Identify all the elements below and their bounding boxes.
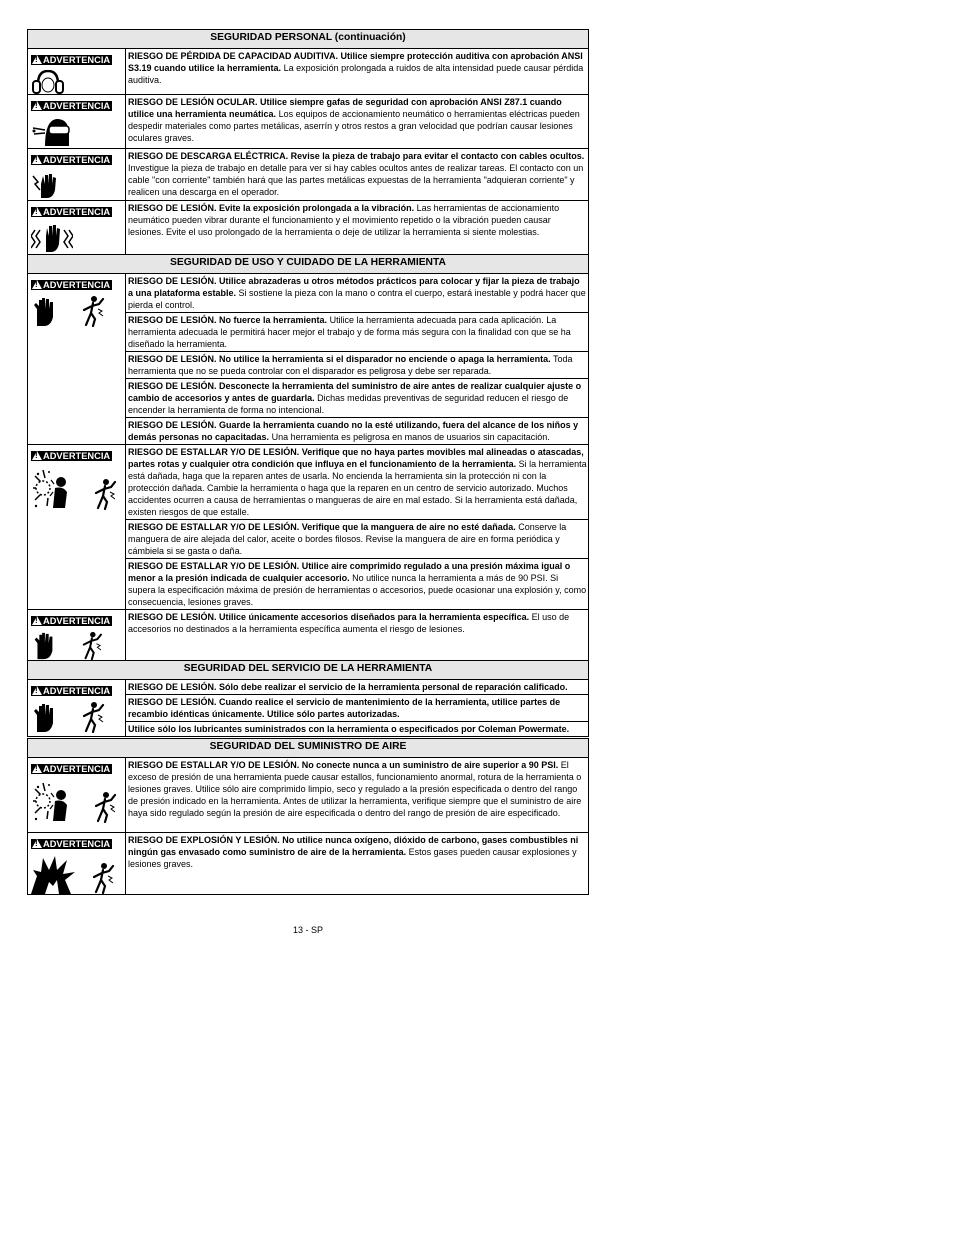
hand-stop-icon — [31, 297, 57, 327]
warning-icon-cell — [28, 49, 126, 95]
vibration-hand-icon — [31, 222, 73, 254]
warning-triangle-icon — [32, 280, 42, 289]
warning-icon-cell — [28, 201, 126, 255]
warning-icon-cell — [28, 95, 126, 149]
warning-text: RIESGO DE LESIÓN. Evite la exposición prolongada a la vibración. Las herramientas de accionamiento neumático pueden vibrar durante el funcionamiento y el movimiento repetido o la vibración pueden causar lesiones. Evite el uso prolongado de la herramienta o deje de utilizar la herramienta si siente molestias. — [126, 201, 589, 255]
warning-row — [28, 758, 589, 833]
warning-label: !ADVERTENCIA — [31, 764, 112, 774]
warning-label: !ADVERTENCIA — [31, 686, 112, 696]
warning-triangle-icon — [32, 451, 42, 460]
warning-label: !ADVERTENCIA — [31, 155, 112, 165]
injured-person-icon — [79, 701, 105, 733]
warning-label: !ADVERTENCIA — [31, 55, 112, 65]
section-header: SEGURIDAD DE USO Y CUIDADO DE LA HERRAMIENTA — [28, 255, 589, 274]
warning-label: !ADVERTENCIA — [31, 101, 112, 111]
burst-explosion-icon — [31, 779, 77, 823]
warning-text: RIESGO DE ESTALLAR Y/O DE LESIÓN. Verifique que no haya partes movibles mal alineadas o atascadas, partes rotas y cualquier otra condición que influya en el funcionamiento de la herramienta. Si la herramienta está dañada, haga que la reparen antes de usarla. No encienda la herramienta sin la protección ni con la protección dañada. Cambie la herramienta o haga que la reparen en un centro de servicio autorizado. Muchos accidentes ocurren a causa de herramientas o mangueras de aire en mal estado. Si la herramienta está dañada, existen riesgos de que estalle. — [126, 445, 589, 520]
safety-page — [27, 29, 589, 895]
explosion-icon — [31, 854, 75, 894]
warning-row — [28, 445, 589, 520]
injured-person-icon — [79, 631, 103, 660]
warning-icon-cell — [28, 833, 126, 895]
warning-text: RIESGO DE ESTALLAR Y/O DE LESIÓN. Verifique que la manguera de aire no esté dañada. Conserve la manguera de aire alejada del calor, aceite o bordes filosos. Revise la manguera de aire en forma periódica y cámbiela si se gasta o daña. — [126, 520, 589, 559]
warning-triangle-icon — [32, 207, 42, 216]
warning-text: Utilice sólo los lubricantes suministrados con la herramienta o especificados por Coleman Powermate. — [126, 722, 589, 737]
warning-label: !ADVERTENCIA — [31, 839, 112, 849]
warning-icon-cell — [28, 680, 126, 737]
warning-icon-cell — [28, 445, 126, 610]
electric-shock-hand-icon — [31, 170, 61, 200]
warning-triangle-icon — [32, 101, 42, 110]
warning-text: RIESGO DE LESIÓN. No utilice la herramienta si el disparador no enciende o apaga la herramienta. Toda herramienta que no se pueda controlar con el disparador es peligrosa y debe ser reparada. — [126, 352, 589, 379]
burst-explosion-icon — [31, 466, 77, 510]
warning-row — [28, 833, 589, 895]
warning-text: RIESGO DE PÉRDIDA DE CAPACIDAD AUDITIVA. Utilice siempre protección auditiva con aprobación ANSI S3.19 cuando utilice la herramienta. La exposición prolongada a ruidos de alta intensidad puede causar pérdida auditiva. — [126, 49, 589, 95]
injured-person-icon — [89, 862, 115, 894]
hand-stop-icon — [31, 703, 57, 733]
warning-text: RIESGO DE LESIÓN. Desconecte la herramienta del suministro de aire antes de realizar cualquier ajuste o cambio de accesorios y antes de guardarla. Dichas medidas preventivas de seguridad reducen el riesgo de encender la herramienta de forma no intencional. — [126, 379, 589, 418]
warning-text: RIESGO DE DESCARGA ELÉCTRICA. Revise la pieza de trabajo para evitar el contacto con cables ocultos. Investigue la pieza de trabajo en detalle para ver si hay cables ocultos antes de realizar tareas. El contacto con un cable "con corriente" también hará que las partes metálicas expuestas de la herramienta "adquieran corriente" y realicen una descarga en el operador. — [126, 149, 589, 201]
warning-label: !ADVERTENCIA — [31, 451, 112, 461]
warning-row — [28, 680, 589, 695]
warning-icon-cell — [28, 149, 126, 201]
warning-text: RIESGO DE LESIÓN. No fuerce la herramienta. Utilice la herramienta adecuada para cada aplicación. La herramienta adecuada le permitirá hacer mejor el trabajo y de forma más segura con la finalidad con que se ha diseñado la herramienta. — [126, 313, 589, 352]
warning-label: !ADVERTENCIA — [31, 616, 112, 626]
page-number: 13 - SP — [293, 925, 324, 935]
injured-person-icon — [91, 791, 117, 823]
warning-triangle-icon — [32, 764, 42, 773]
warning-row — [28, 201, 589, 255]
hand-stop-icon — [31, 632, 57, 660]
warning-text: RIESGO DE ESTALLAR Y/O DE LESIÓN. Utilice aire comprimido regulado a una presión máxima igual o menor a la presión indicada de cualquier accesorio. No utilice nunca la herramienta a más de 90 PSI. Si supera la especificación máxima de presión de herramientas o accesorios, puede ocasionar una explosión y, como consecuencia, lesiones graves. — [126, 559, 589, 610]
warning-icon-cell — [28, 274, 126, 445]
warning-row — [28, 274, 589, 313]
warning-icon-cell — [28, 758, 126, 833]
ear-protection-icon — [31, 70, 65, 94]
warning-text: RIESGO DE ESTALLAR Y/O DE LESIÓN. No conecte nunca a un suministro de aire superior a 90 PSI. El exceso de presión de una herramienta puede causar estallos, funcionamiento anormal, rotura de la herramienta o lesiones graves. Utilice sólo aire comprimido limpio, seco y regulado a la presión especificada o dentro del rango de presión indicado en la herramienta. Antes de utilizar la herramienta, verifique siempre que el suministro de aire haya sido regulado según la presión de aire especificada o dentro del rango de presión de aire especificado. — [126, 758, 589, 833]
injured-person-icon — [79, 295, 105, 327]
warning-label: !ADVERTENCIA — [31, 280, 112, 290]
section-header: SEGURIDAD PERSONAL (continuación) — [28, 30, 589, 49]
warning-triangle-icon — [32, 686, 42, 695]
injured-person-icon — [91, 478, 117, 510]
warning-icon-cell — [28, 610, 126, 661]
safety-table — [27, 29, 589, 895]
warning-triangle-icon — [32, 155, 42, 164]
warning-text: RIESGO DE LESIÓN. Sólo debe realizar el servicio de la herramienta personal de reparación calificado. — [126, 680, 589, 695]
section-header: SEGURIDAD DEL SUMINISTRO DE AIRE — [28, 739, 589, 758]
warning-triangle-icon — [32, 839, 42, 848]
warning-row — [28, 149, 589, 201]
warning-text: RIESGO DE LESIÓN. Cuando realice el servicio de mantenimiento de la herramienta, utilice partes de recambio idénticas únicamente. Utilice sólo partes autorizadas. — [126, 695, 589, 722]
warning-text: RIESGO DE LESIÓN OCULAR. Utilice siempre gafas de seguridad con aprobación ANSI Z87.1 cuando utilice una herramienta neumática. Los equipos de accionamiento neumático o herramientas eléctricas pueden despedir materiales como partes metálicas, aserrín y otros restos a gran velocidad que podrían causar lesiones oculares graves. — [126, 95, 589, 149]
warning-text: RIESGO DE LESIÓN. Utilice únicamente accesorios diseñados para la herramienta específica. El uso de accesorios no destinados a la herramienta específica aumenta el riesgo de lesiones. — [126, 610, 589, 661]
warning-label: !ADVERTENCIA — [31, 207, 112, 217]
warning-row — [28, 95, 589, 149]
warning-triangle-icon — [32, 616, 42, 625]
warning-text: RIESGO DE LESIÓN. Guarde la herramienta cuando no la esté utilizando, fuera del alcance de los niños y demás personas no capacitadas. Una herramienta es peligrosa en manos de usuarios sin capacitación. — [126, 418, 589, 445]
warning-text: RIESGO DE LESIÓN. Utilice abrazaderas u otros métodos prácticos para colocar y fijar la pieza de trabajo a una plataforma estable. Si sostiene la pieza con la mano o contra el cuerpo, estará inestable y podrá hacer que pierda el control. — [126, 274, 589, 313]
warning-text: RIESGO DE EXPLOSIÓN Y LESIÓN. No utilice nunca oxígeno, dióxido de carbono, gases combustibles ni ningún gas envasado como suministro de aire de la herramienta. Estos gases pueden causar explosiones y lesiones graves. — [126, 833, 589, 895]
warning-row — [28, 49, 589, 95]
section-header: SEGURIDAD DEL SERVICIO DE LA HERRAMIENTA — [28, 661, 589, 680]
warning-row — [28, 610, 589, 661]
warning-triangle-icon — [32, 55, 42, 64]
safety-goggles-icon — [31, 116, 73, 148]
